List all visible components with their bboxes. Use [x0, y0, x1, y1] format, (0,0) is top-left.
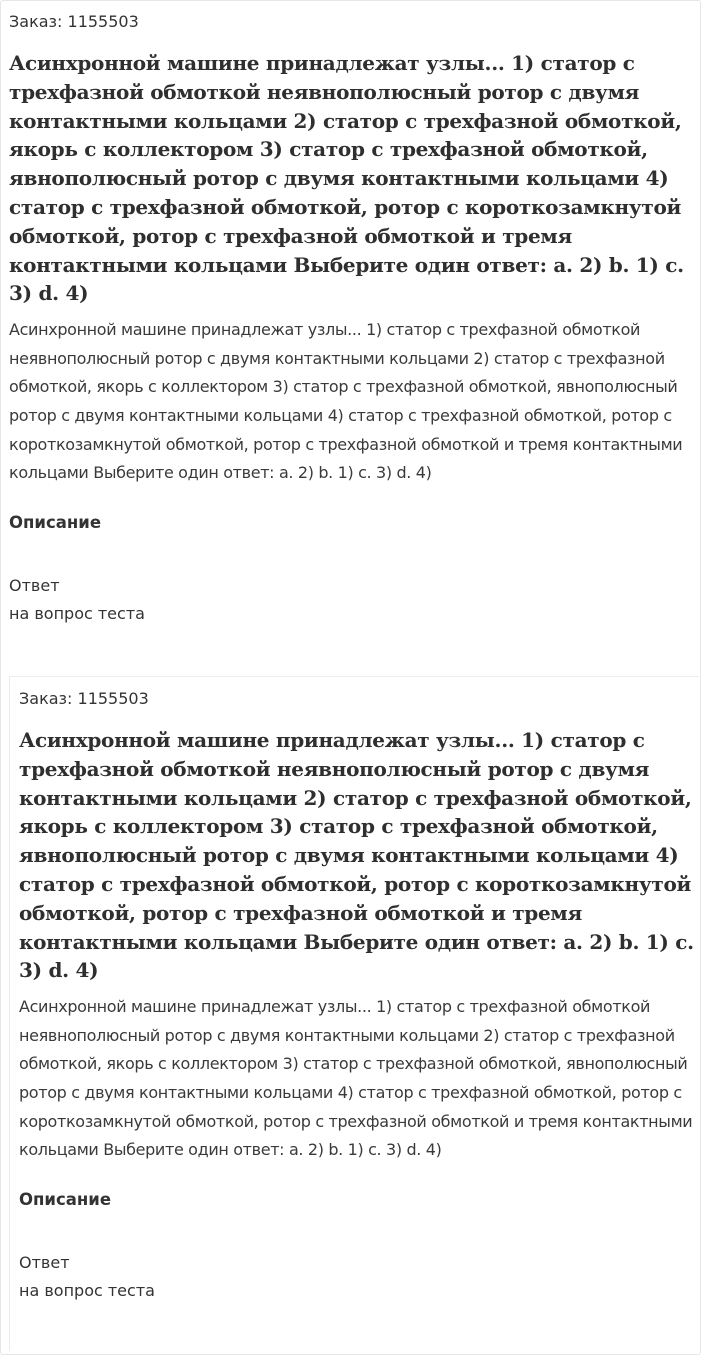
- question-text: Асинхронной машине принадлежат узлы... 1) статор с трехфазной обмоткой неявнополюсный ротор с двумя контактными кольцами 2) статор с трехфазной обмоткой, якорь с коллектором 3) статор с трехфазной обмоткой, явнополюсный ротор с двумя контактными кольцами 4) статор с трехфазной обмоткой, ротор с короткозамкнутой обмоткой, ротор с трехфазной обмоткой и тремя контактными кольцами Выберите один ответ: a. 2) b. 1) c. 3) d. 4): [9, 320, 683, 483]
- order-card-duplicate: [9, 676, 699, 1351]
- answer-subtitle: на вопрос теста: [9, 604, 145, 624]
- answer-label: Ответ: [9, 575, 60, 595]
- description-heading: Описание: [9, 512, 102, 532]
- order-number: Заказ: 1155503: [19, 689, 149, 708]
- description-heading: Описание: [19, 1189, 112, 1209]
- order-card: [9, 0, 694, 670]
- question-text: Асинхронной машине принадлежат узлы... 1) статор с трехфазной обмоткой неявнополюсный ротор с двумя контактными кольцами 2) статор с трехфазной обмоткой, якорь с коллектором 3) статор с трехфазной обмоткой, явнополюсный ротор с двумя контактными кольцами 4) статор с трехфазной обмоткой, ротор с короткозамкнутой обмоткой, ротор с трехфазной обмоткой и тремя контактными кольцами Выберите один ответ: a. 2) b. 1) c. 3) d. 4): [19, 997, 693, 1160]
- answer-label: Ответ: [19, 1252, 70, 1272]
- question-title: Асинхронной машине принадлежат узлы... 1) статор с трехфазной обмоткой неявнополюсный ротор с двумя контактными кольцами 2) статор с трехфазной обмоткой, якорь с коллектором 3) статор с трехфазной обмоткой, явнополюсный ротор с двумя контактными кольцами 4) статор с трехфазной обмоткой, ротор с короткозамкнутой обмоткой, ротор с трехфазной обмоткой и тремя контактными кольцами Выберите один ответ: a. 2) b. 1) c. 3) d. 4): [9, 51, 684, 306]
- order-number: Заказ: 1155503: [9, 12, 139, 31]
- question-title: Асинхронной машине принадлежат узлы... 1) статор с трехфазной обмоткой неявнополюсный ротор с двумя контактными кольцами 2) статор с трехфазной обмоткой, якорь с коллектором 3) статор с трехфазной обмоткой, явнополюсный ротор с двумя контактными кольцами 4) статор с трехфазной обмоткой, ротор с короткозамкнутой обмоткой, ротор с трехфазной обмоткой и тремя контактными кольцами Выберите один ответ: a. 2) b. 1) c. 3) d. 4): [19, 728, 694, 983]
- answer-subtitle: на вопрос теста: [19, 1281, 155, 1301]
